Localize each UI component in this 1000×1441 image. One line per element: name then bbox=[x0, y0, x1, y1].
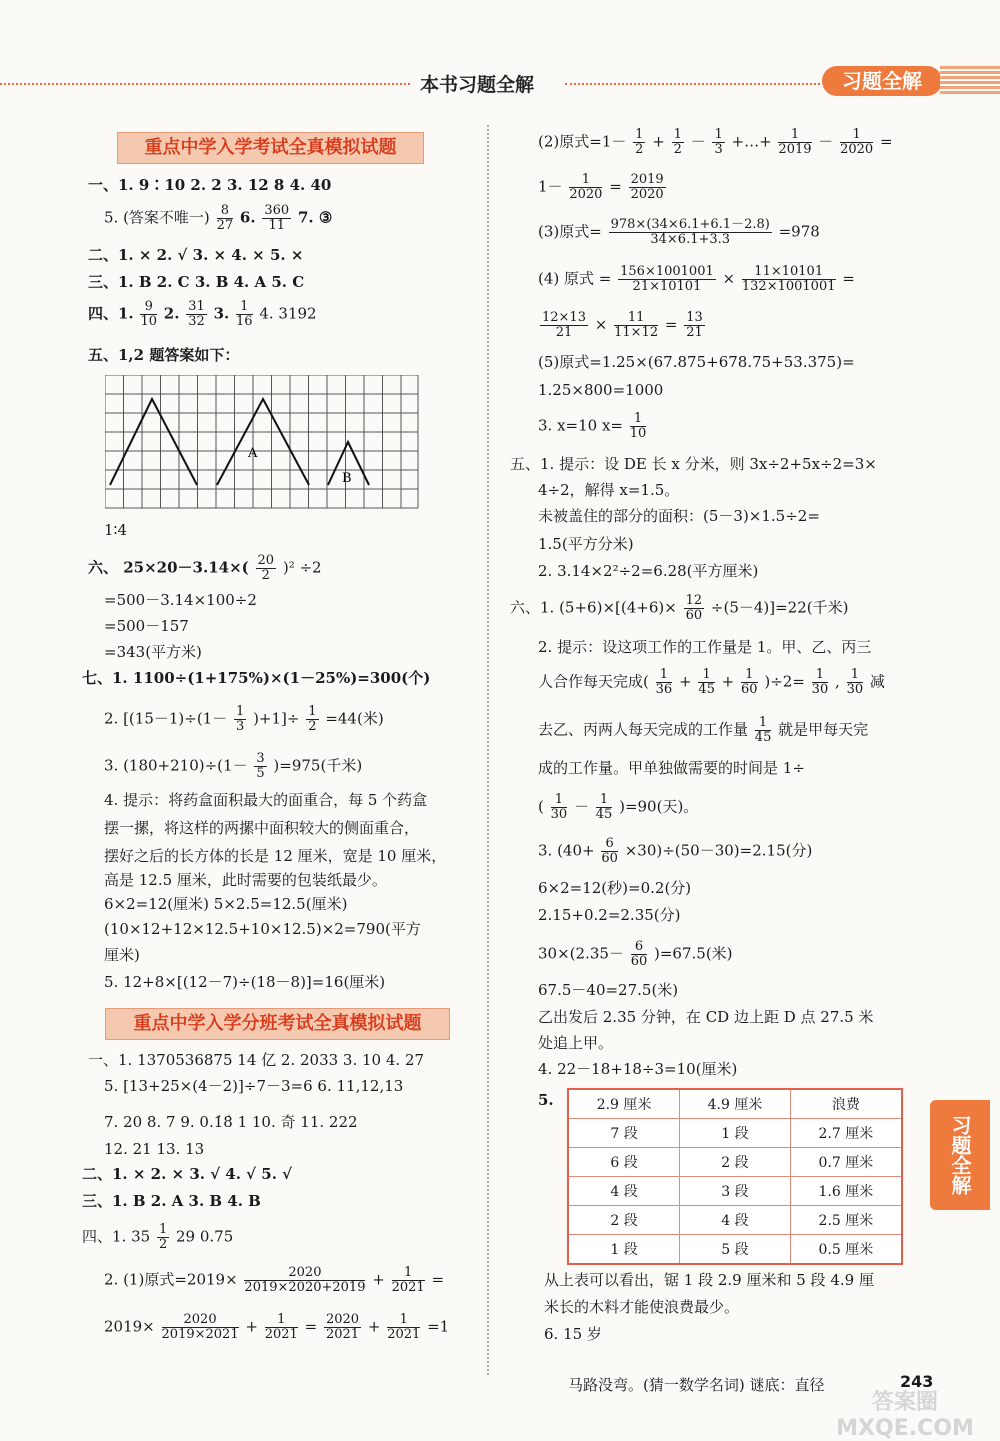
table-header-cell: 2.9 厘米 bbox=[568, 1089, 680, 1119]
fraction: $\frac{1}{2}$ bbox=[635, 127, 644, 157]
fraction: $\frac{1}{36}$ bbox=[655, 667, 673, 697]
fraction: $\frac{1}{2}$ bbox=[673, 127, 682, 157]
header-divider-right bbox=[565, 83, 820, 85]
fraction: $\frac{1}{45}$ bbox=[754, 715, 772, 745]
fraction: $\frac{9}{10}$ bbox=[140, 299, 157, 329]
fraction: $\frac{13}{21}$ bbox=[686, 310, 703, 340]
fraction: $\frac{12\times 13}{21}$ bbox=[542, 310, 586, 340]
answer-line: 六、1. (5+6)×[(4+6)× $\frac{12}{60}$ ÷(5－4)]=22(千米) bbox=[510, 593, 849, 623]
label-b: B bbox=[342, 471, 352, 486]
answer-line: 67.5－40=27.5(米) bbox=[538, 981, 679, 999]
answer-line: (10×12+12×12.5+10×12.5)×2=790(平方 bbox=[104, 920, 421, 938]
answer-line: 1.5(平方分米) bbox=[538, 535, 634, 553]
fraction: $\frac{1}{2}$ bbox=[308, 704, 317, 734]
table-cell: 3 段 bbox=[680, 1177, 791, 1206]
answer-line: 一、1. 1370536875 14 亿 2. 2033 3. 10 4. 27 bbox=[88, 1051, 425, 1069]
fraction: $\frac{1}{30}$ bbox=[550, 792, 568, 822]
answer-line: 5. [13+25×(4－2)]÷7－3=6 6. 11,12,13 bbox=[104, 1077, 404, 1095]
table-row bbox=[568, 1206, 902, 1235]
answer-line: 5. 12+8×[(12－7)÷(18－8)]=16(厘米) bbox=[104, 973, 386, 991]
answer-line: 7. 20 8. 7 9. 0.1̇8̇ 1 10. 奇 11. 222 bbox=[104, 1113, 358, 1131]
answer-line: (3)原式= $\frac{978\times(34\times 6.1+6.1-2.8)}{34\times 6.1+3.3}$ =978 bbox=[538, 217, 820, 247]
answer-line: 6. 15 岁 bbox=[544, 1325, 602, 1343]
fraction: $\frac{156\times 1001001}{21\times 10101}$ bbox=[620, 264, 714, 294]
answer-line: 处追上甲。 bbox=[538, 1034, 614, 1052]
answer-line: 人合作每天完成( $\frac{1}{36}$ + $\frac{1}{45}$ + $\frac{1}{60}$ )÷2= $\frac{1}{30}$ , $\frac{1}{30}$ 减 bbox=[538, 667, 885, 697]
answer-line: (4) 原式 = $\frac{156\times 1001001}{21\times 10101}$ × $\frac{11\times 10101}{132\times 1001001}$ = bbox=[538, 264, 855, 294]
fraction: $\frac{11}{11\times 12}$ bbox=[614, 310, 659, 340]
answer-line: ( $\frac{1}{30}$ － $\frac{1}{45}$ )=90(天)。 bbox=[538, 792, 699, 822]
answer-line: 2. 3.14×2²÷2=6.28(平方厘米) bbox=[538, 562, 759, 580]
table-cell: 4 段 bbox=[568, 1177, 680, 1206]
answer-line: 三、1. B 2. C 3. B 4. A 5. C bbox=[88, 273, 305, 291]
answer-line: 厘米) bbox=[104, 946, 140, 964]
fraction: $\frac{1}{30}$ bbox=[846, 667, 864, 697]
fraction: $\frac{2020}{2021}$ bbox=[325, 1312, 360, 1342]
table-cell: 5 段 bbox=[680, 1235, 791, 1265]
table-row bbox=[568, 1235, 902, 1265]
table-cell: 1.6 厘米 bbox=[790, 1177, 902, 1206]
answer-line: 2. [(15－1)÷(1－ $\frac{1}{3}$ )+1]÷ $\frac{1}{2}$ =44(米) bbox=[104, 704, 384, 734]
fraction: $\frac{1}{60}$ bbox=[741, 667, 758, 697]
answer-line: 1.25×800=1000 bbox=[538, 381, 664, 399]
table-row bbox=[568, 1119, 902, 1148]
header-title: 本书习题全解 bbox=[420, 74, 535, 96]
table-header-cell: 4.9 厘米 bbox=[680, 1089, 791, 1119]
answer-line: 乙出发后 2.35 分钟，在 CD 边上距 D 点 27.5 米 bbox=[538, 1008, 874, 1026]
fraction: $\frac{1}{2021}$ bbox=[387, 1312, 421, 1342]
table-row bbox=[568, 1148, 902, 1177]
fraction: $\frac{6}{60}$ bbox=[601, 836, 618, 866]
answer-line: (2)原式=1－ $\frac{1}{2}$ + $\frac{1}{2}$ － $\frac{1}{3}$ +…+ $\frac{1}{2019}$ － $\frac{1}{2020}$ = bbox=[538, 127, 893, 157]
header-tag: 习题全解 bbox=[822, 66, 942, 96]
answer-line: 二、1. × 2. × 3. √ 4. √ 5. √ bbox=[82, 1165, 293, 1183]
table-cell: 7 段 bbox=[568, 1119, 680, 1148]
fraction: $\frac{8}{27}$ bbox=[216, 203, 234, 233]
answer-line: 2.15+0.2=2.35(分) bbox=[538, 906, 681, 924]
answer-line: 1∶4 bbox=[104, 521, 127, 539]
section-title-2: 重点中学入学分班考试全真模拟试题 bbox=[105, 1008, 450, 1040]
answer-line: 3. (40+ $\frac{6}{60}$ ×30)÷(50－30)=2.15(分) bbox=[538, 836, 813, 866]
answer-line: 2. 提示：设这项工作的工作量是 1。甲、乙、丙三 bbox=[538, 638, 872, 656]
fraction: $\frac{6}{60}$ bbox=[630, 939, 648, 969]
answer-line: 五、1. 提示：设 DE 长 x 分米，则 3x÷2+5x÷2=3× bbox=[510, 455, 877, 473]
fraction: $\frac{978\times(34\times 6.1+6.1-2.8)}{34\times 6.1+3.3}$ bbox=[610, 217, 770, 247]
table-cell: 2 段 bbox=[568, 1206, 680, 1235]
page-number: 243 bbox=[900, 1372, 934, 1391]
table-row bbox=[568, 1177, 902, 1206]
table-cell: 2 段 bbox=[680, 1148, 791, 1177]
fraction: $\frac{31}{32}$ bbox=[188, 299, 205, 329]
answer-line: $\frac{12\times 13}{21}$ × $\frac{11}{11\times 12}$ = $\frac{13}{21}$ bbox=[542, 310, 703, 340]
answer-line: 七、1. 1100÷(1+175%)×(1－25%)=300(个) bbox=[82, 669, 431, 687]
fraction: $\frac{12}{60}$ bbox=[685, 593, 703, 623]
answer-line: 米长的木料才能使浪费最少。 bbox=[544, 1298, 740, 1316]
answer-line: 一、1. 9∶10 2. 2 3. 12 8 4. 40 bbox=[88, 176, 332, 194]
fraction: $\frac{360}{11}$ bbox=[264, 203, 290, 233]
table-cell: 1 段 bbox=[680, 1119, 791, 1148]
answer-line: 12. 21 13. 13 bbox=[104, 1140, 205, 1158]
answer-line: 高是 12.5 厘米，此时需要的包装纸最少。 bbox=[104, 871, 387, 889]
fraction: $\frac{1}{45}$ bbox=[595, 792, 613, 822]
answer-line: 6×2=12(厘米) 5×2.5=12.5(厘米) bbox=[104, 895, 348, 913]
table-cell: 1 段 bbox=[568, 1235, 680, 1265]
fraction: $\frac{1}{2}$ bbox=[158, 1222, 168, 1252]
fraction: $\frac{1}{3}$ bbox=[714, 127, 723, 157]
answer-line: =500－3.14×100÷2 bbox=[104, 591, 257, 609]
fraction: $\frac{1}{2021}$ bbox=[391, 1265, 425, 1295]
answer-line: 成的工作量。甲单独做需要的时间是 1÷ bbox=[538, 759, 805, 777]
answer-line: 二、1. × 2. √ 3. × 4. × 5. × bbox=[88, 246, 304, 264]
fraction: $\frac{20}{2}$ bbox=[257, 553, 275, 583]
answer-line: 三、1. B 2. A 3. B 4. B bbox=[82, 1192, 261, 1210]
answer-line: 四、1. 35 $\frac{1}{2}$ 29 0.75 bbox=[82, 1222, 234, 1252]
table-cell: 6 段 bbox=[568, 1148, 680, 1177]
fraction: $\frac{1}{2019}$ bbox=[778, 127, 812, 157]
answer-line: 6×2=12(秒)=0.2(分) bbox=[538, 879, 692, 897]
header-stripes bbox=[940, 66, 1000, 96]
fraction: $\frac{1}{2020}$ bbox=[569, 172, 603, 202]
side-tab: 习题全解 bbox=[930, 1100, 990, 1210]
answer-line: 五、1,2 题答案如下： bbox=[88, 346, 240, 364]
answer-line: 从上表可以看出，锯 1 段 2.9 厘米和 5 段 4.9 厘 bbox=[544, 1271, 874, 1289]
fraction: $\frac{1}{3}$ bbox=[236, 704, 245, 734]
table-header-cell: 浪费 bbox=[790, 1089, 902, 1119]
table-cell: 0.5 厘米 bbox=[790, 1235, 902, 1265]
answer-line: 2019× $\frac{2020}{2019\times 2021}$ + $\frac{1}{2021}$ = $\frac{2020}{2021}$ + $\frac{1}{2021}$ =1 bbox=[104, 1312, 450, 1342]
fraction: $\frac{1}{30}$ bbox=[811, 667, 829, 697]
answer-line: 1－ $\frac{1}{2020}$ = $\frac{2019}{2020}$ bbox=[538, 172, 664, 202]
fraction: $\frac{2020}{2019\times 2021}$ bbox=[161, 1312, 239, 1342]
answer-line: 4. 22－18+18÷3=10(厘米) bbox=[538, 1060, 738, 1078]
fraction: $\frac{1}{2020}$ bbox=[840, 127, 874, 157]
column-divider bbox=[487, 125, 489, 1375]
fraction: $\frac{1}{2021}$ bbox=[264, 1312, 298, 1342]
answer-line: 4. 提示：将药盒面积最大的面重合，每 5 个药盒 bbox=[104, 791, 428, 809]
answer-line: 5. (答案不唯一) $\frac{8}{27}$ 6. $\frac{360}{11}$ 7. ③ bbox=[104, 203, 333, 233]
answer-line: 5. bbox=[538, 1091, 554, 1109]
footer-riddle: 马路没弯。(猜一数学名词) 谜底：直径 bbox=[568, 1376, 825, 1394]
answer-line: 3. (180+210)÷(1－ $\frac{3}{5}$ )=975(千米) bbox=[104, 751, 363, 781]
triangle-a-shape bbox=[217, 399, 309, 485]
label-a: A bbox=[248, 446, 258, 461]
fraction: $\frac{3}{5}$ bbox=[256, 751, 265, 781]
table-cell: 2.7 厘米 bbox=[790, 1119, 902, 1148]
answer-line: 去乙、丙两人每天完成的工作量 $\frac{1}{45}$ 就是甲每天完 bbox=[538, 715, 869, 745]
fraction: $\frac{1}{10}$ bbox=[629, 411, 647, 441]
table-cell: 2.5 厘米 bbox=[790, 1206, 902, 1235]
answer-line: 未被盖住的部分的面积：(5－3)×1.5÷2= bbox=[538, 507, 820, 525]
watermark: 答案圈 MXQE.COM bbox=[836, 1390, 974, 1441]
answer-line: 2. (1)原式=2019× $\frac{2020}{2019\times 2020+2019}$ + $\frac{1}{2021}$ = bbox=[104, 1265, 445, 1295]
section-title-1: 重点中学入学考试全真模拟试题 bbox=[117, 132, 424, 164]
answer-line: =500－157 bbox=[104, 617, 189, 635]
answer-line: 4÷2，解得 x=1.5。 bbox=[538, 481, 680, 499]
fraction: $\frac{2019}{2020}$ bbox=[630, 172, 664, 202]
answer-line: 摆一摞，将这样的两摞中面积较大的侧面重合， bbox=[104, 819, 420, 837]
answer-line: 3. x=10 x= $\frac{1}{10}$ bbox=[538, 411, 647, 441]
answer-line: 摆好之后的长方体的长是 12 厘米，宽是 10 厘米， bbox=[104, 847, 447, 865]
fraction: $\frac{1}{16}$ bbox=[236, 299, 253, 329]
grid-figure bbox=[105, 375, 420, 510]
answer-line: =343(平方米) bbox=[104, 643, 202, 661]
header-divider-left bbox=[0, 83, 410, 85]
answer-line: 四、1. $\frac{9}{10}$ 2. $\frac{31}{32}$ 3. $\frac{1}{16}$ 4. 3192 bbox=[88, 299, 317, 329]
answer-line: (5)原式=1.25×(67.875+678.75+53.375)= bbox=[538, 353, 855, 371]
answer-line: 30×(2.35－ $\frac{6}{60}$ )=67.5(米) bbox=[538, 939, 733, 969]
fraction: $\frac{2020}{2019\times 2020+2019}$ bbox=[244, 1265, 366, 1295]
table-header-row bbox=[568, 1089, 902, 1119]
waste-table bbox=[567, 1088, 903, 1265]
table-cell: 4 段 bbox=[680, 1206, 791, 1235]
fraction: $\frac{1}{45}$ bbox=[698, 667, 715, 697]
table-cell: 0.7 厘米 bbox=[790, 1148, 902, 1177]
fraction: $\frac{11\times 10101}{132\times 1001001}$ bbox=[741, 264, 836, 294]
answer-line: 六、 25×20－3.14×( $\frac{20}{2}$ )² ÷2 bbox=[88, 553, 322, 583]
